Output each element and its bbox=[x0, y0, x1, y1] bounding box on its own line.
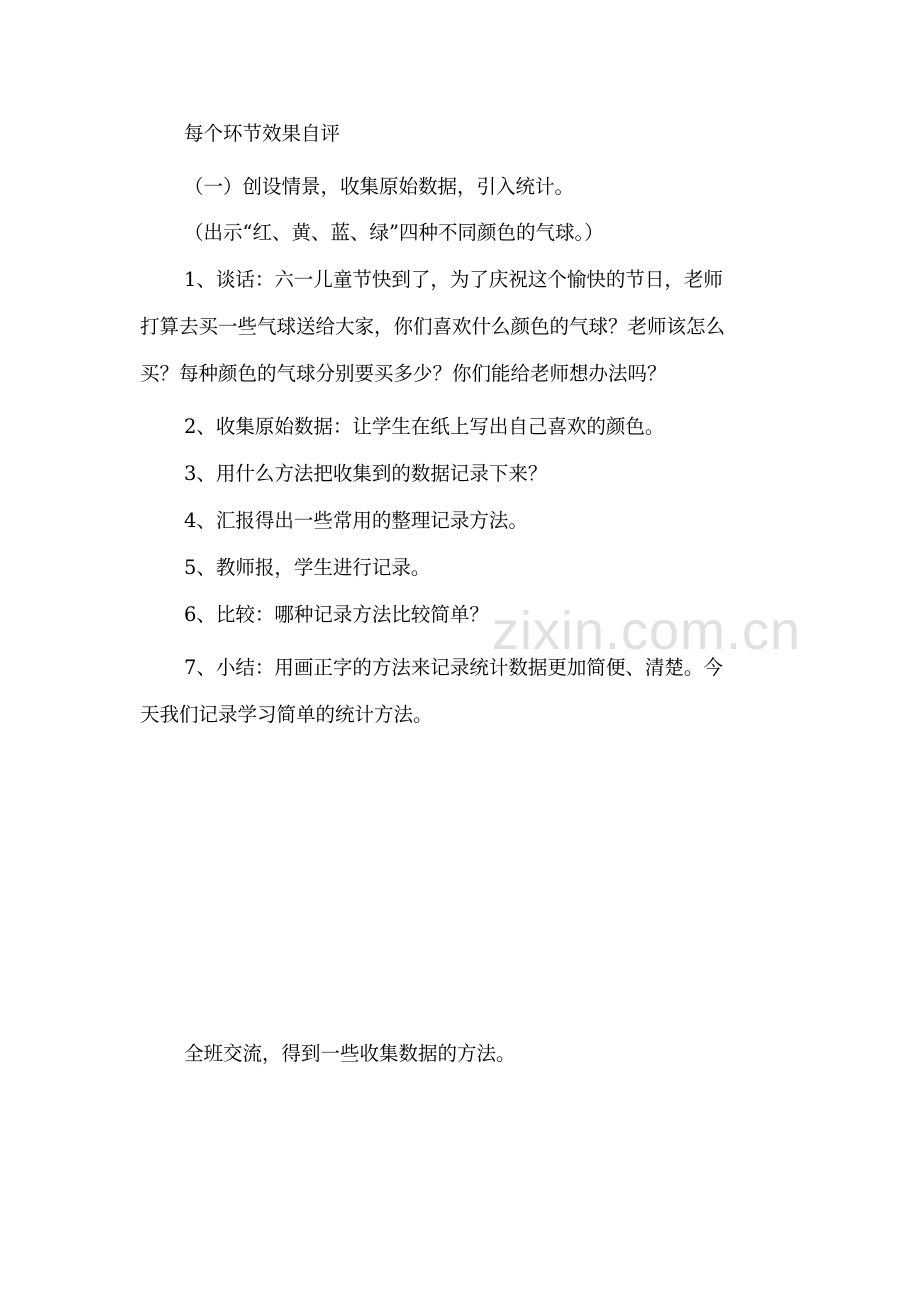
paragraph-line: （出示“红、黄、蓝、绿”四种不同颜色的气球。） bbox=[184, 221, 604, 244]
paragraph-line: 6、比较：哪种记录方法比较简单？ bbox=[184, 603, 489, 626]
paragraph-line: 打算去买一些气球送给大家，你们喜欢什么颜色的气球？老师该怎么 bbox=[140, 315, 726, 338]
paragraph-line: 3、用什么方法把收集到的数据记录下来？ bbox=[184, 462, 548, 485]
watermark: zixin.com.cn bbox=[492, 601, 802, 661]
section-heading: 每个环节效果自评 bbox=[184, 122, 341, 145]
paragraph-line: 全班交流，得到一些收集数据的方法。 bbox=[184, 1042, 516, 1065]
paragraph-line: 5、教师报，学生进行记录。 bbox=[184, 556, 431, 579]
paragraph-line: 天我们记录学习简单的统计方法。 bbox=[140, 703, 433, 726]
paragraph-line: 7、小结：用画正字的方法来记录统计数据更加简便、清楚。今 bbox=[184, 656, 723, 679]
paragraph-line: 2、收集原始数据：让学生在纸上写出自己喜欢的颜色。 bbox=[184, 415, 665, 438]
paragraph-line: 1、谈话：六一儿童节快到了，为了庆祝这个愉快的节日，老师 bbox=[184, 268, 723, 291]
subsection-heading: （一）创设情景，收集原始数据，引入统计。 bbox=[184, 175, 575, 198]
paragraph-line: 4、汇报得出一些常用的整理记录方法。 bbox=[184, 509, 528, 532]
paragraph-line: 买？每种颜色的气球分别要买多少？你们能给老师想办法吗？ bbox=[140, 362, 667, 385]
